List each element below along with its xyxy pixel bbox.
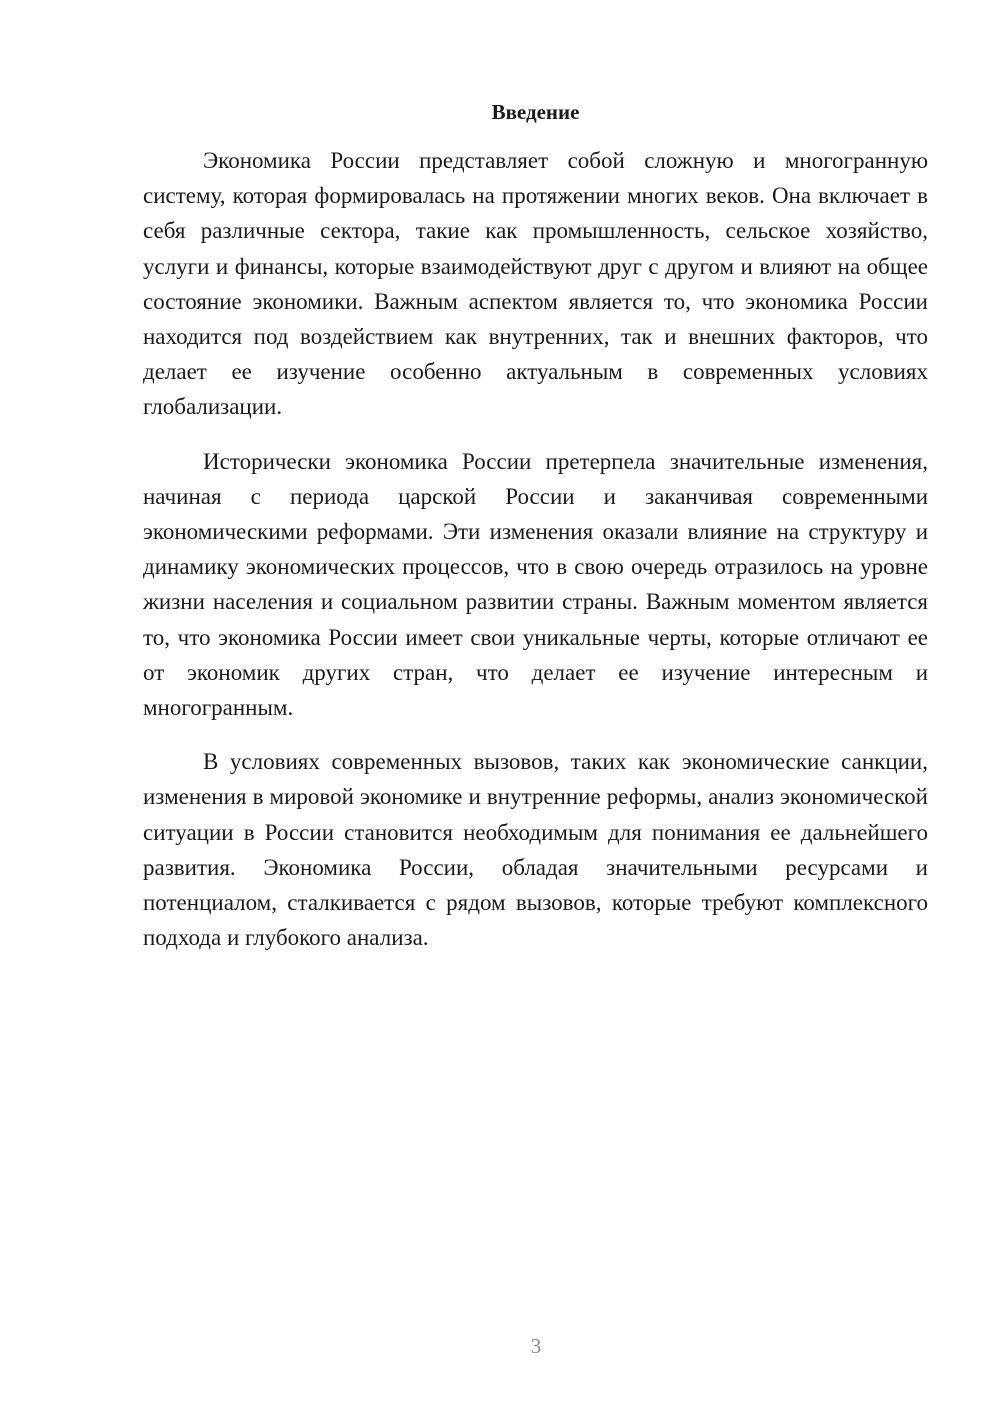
page-title: Введение (491, 100, 580, 124)
paragraph-3: В условиях современных вызовов, таких как экономические санкции, изменения в мировой экономике и внутренние реформы, анализ экономической ситуации в России становится необходимым для понимания ее дальнейшего развития. Экономика России, обладая значительными ресурсами и потенциалом, сталкивается с рядом вызовов, которые требуют комплексного подхода и глубокого анализа. (143, 749, 928, 951)
paragraph-2: Исторически экономика России претерпела значительные изменения, начиная с периода царской России и заканчивая современными экономическими реформами. Эти изменения оказали влияние на структуру и динамику экономических процессов, что в свою очередь отразилось на уровне жизни населения и социальном развитии страны. Важным моментом является то, что экономика России имеет свои уникальные черты, которые отличают ее от экономик других стран, что делает ее изучение интересным и многогранным. (143, 448, 928, 721)
page-number: 3 (530, 1334, 542, 1358)
paragraph-1: Экономика России представляет собой сложную и многогранную систему, которая формировалась на протяжении многих веков. Она включает в себя различные сектора, такие как промышленность, сельское хозяйство, услуги и финансы, которые взаимодействуют друг с другом и влияют на общее состояние экономики. Важным аспектом является то, что экономика России находится под воздействием как внутренних, так и внешних факторов, что делает ее изучение особенно актуальным в современных условиях глобализации. (143, 148, 928, 420)
body-text (143, 143, 928, 974)
